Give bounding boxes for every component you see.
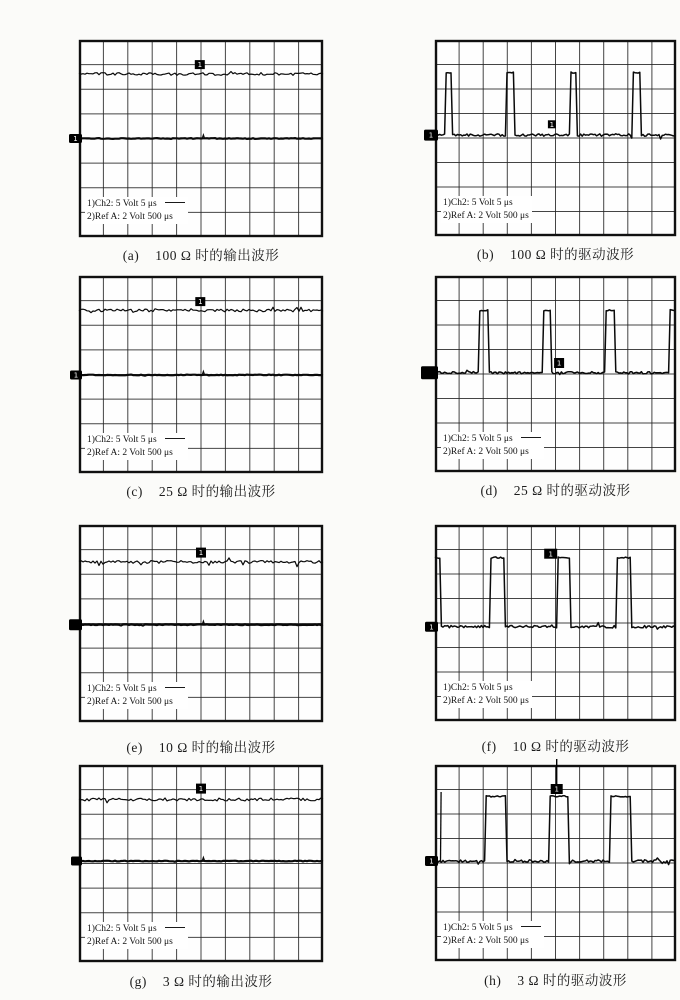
readout-dash xyxy=(165,202,185,203)
readout-line-2: 2)Ref A: 2 Volt 500 μs xyxy=(443,446,529,457)
caption-text: 100 Ω 时的驱动波形 xyxy=(510,247,635,262)
panel-e xyxy=(79,525,323,756)
panel-caption xyxy=(482,735,630,755)
scope-a xyxy=(73,40,323,237)
caption-label: (f) xyxy=(481,739,497,754)
readout-line-1: 1)Ch2: 5 Volt 5 μs xyxy=(443,198,513,208)
scope-h xyxy=(429,765,676,961)
caption-text: 10 Ω 时的输出波形 xyxy=(158,740,276,755)
panel-d xyxy=(435,276,676,499)
readout-line-2: 2)Ref A: 2 Volt 500 μs xyxy=(87,211,173,222)
caption-label: (a) xyxy=(122,248,140,263)
scope-e xyxy=(79,525,323,722)
panel-caption xyxy=(123,244,280,264)
readout-dash xyxy=(165,687,185,688)
trace-ref-a xyxy=(79,138,323,139)
marker-label: 1 xyxy=(548,550,553,559)
left-edge-marker xyxy=(69,619,82,630)
caption-label: (g) xyxy=(129,974,147,989)
caption-label: (h) xyxy=(484,973,502,988)
marker-label: 1 xyxy=(198,785,204,794)
scope-readout xyxy=(85,433,188,460)
readout-dash xyxy=(165,438,185,439)
scope-readout xyxy=(441,921,544,948)
panel-h xyxy=(429,765,676,989)
marker-label: 1 xyxy=(198,298,203,307)
marker-label: 1 xyxy=(556,359,562,368)
readout-line-2: 2)Ref A: 2 Volt 500 μs xyxy=(87,447,173,458)
marker-label: 1 xyxy=(198,549,204,558)
panel-caption xyxy=(126,480,275,500)
scope-c xyxy=(73,276,323,473)
readout-line-2: 2)Ref A: 2 Volt 500 μs xyxy=(87,696,173,707)
readout-line-2: 2)Ref A: 2 Volt 500 μs xyxy=(87,936,173,947)
trace-ref-a xyxy=(79,624,323,625)
panel-b xyxy=(428,40,676,263)
readout-line-2: 2)Ref A: 2 Volt 500 μs xyxy=(443,210,529,221)
caption-label: (c) xyxy=(126,484,143,499)
trace-ref-a xyxy=(79,375,323,376)
panel-c xyxy=(73,276,323,500)
readout-line-1: 1)Ch2: 5 Volt 5 μs xyxy=(87,198,185,211)
scope-readout xyxy=(441,432,544,459)
scope-b xyxy=(428,40,676,236)
caption-text: 3 Ω 时的驱动波形 xyxy=(517,973,627,988)
panel-caption xyxy=(480,479,630,499)
scope-f xyxy=(429,525,676,721)
caption-label: (b) xyxy=(476,247,495,262)
trace-ref-a xyxy=(79,861,323,862)
readout-line-1: 1)Ch2: 5 Volt 5 μs xyxy=(443,683,513,693)
scope-g xyxy=(79,765,323,962)
panel-a xyxy=(73,40,323,264)
left-edge-marker xyxy=(421,366,438,379)
scope-readout xyxy=(85,197,188,224)
caption-text: 25 Ω 时的输出波形 xyxy=(158,484,276,499)
panel-g xyxy=(79,765,323,990)
caption-text: 25 Ω 时的驱动波形 xyxy=(513,483,631,498)
marker-label: 1 xyxy=(73,135,78,144)
caption-label: (d) xyxy=(480,483,498,498)
readout-line-1: 1)Ch2: 5 Volt 5 μs xyxy=(87,434,185,447)
readout-line-2: 2)Ref A: 2 Volt 500 μs xyxy=(443,695,529,706)
marker-label: 1 xyxy=(197,61,203,70)
scope-readout xyxy=(441,196,532,223)
readout-dash xyxy=(521,926,541,927)
caption-text: 100 Ω 时的输出波形 xyxy=(155,248,280,263)
caption-text: 3 Ω 时的输出波形 xyxy=(162,974,273,989)
panel-f xyxy=(429,525,676,755)
caption-label: (e) xyxy=(126,740,143,755)
panel-caption xyxy=(126,736,275,756)
marker-label: 1 xyxy=(429,857,434,866)
scope-readout xyxy=(441,681,532,708)
panel-caption xyxy=(130,970,273,990)
scope-readout xyxy=(85,682,188,709)
panel-caption xyxy=(477,243,634,263)
readout-line-1: 1)Ch2: 5 Volt 5 μs xyxy=(87,683,185,696)
caption-text: 10 Ω 时的驱动波形 xyxy=(512,739,630,754)
scope-d xyxy=(435,276,676,472)
left-edge-marker xyxy=(71,857,82,866)
readout-line-2: 2)Ref A: 2 Volt 500 μs xyxy=(443,935,529,946)
readout-dash xyxy=(521,437,541,438)
panel-caption xyxy=(484,969,627,989)
marker-label: 1 xyxy=(73,371,79,380)
readout-line-1: 1)Ch2: 5 Volt 5 μs xyxy=(87,923,185,936)
scope-readout xyxy=(85,922,188,949)
marker-label: 1 xyxy=(429,623,434,632)
trace-spike xyxy=(441,792,442,861)
marker-label: 1 xyxy=(428,131,434,140)
readout-line-1: 1)Ch2: 5 Volt 5 μs xyxy=(443,433,541,446)
readout-line-1: 1)Ch2: 5 Volt 5 μs xyxy=(443,922,541,935)
marker-label: 1 xyxy=(549,120,555,129)
marker-label: 1 xyxy=(554,785,559,794)
readout-dash xyxy=(165,927,185,928)
